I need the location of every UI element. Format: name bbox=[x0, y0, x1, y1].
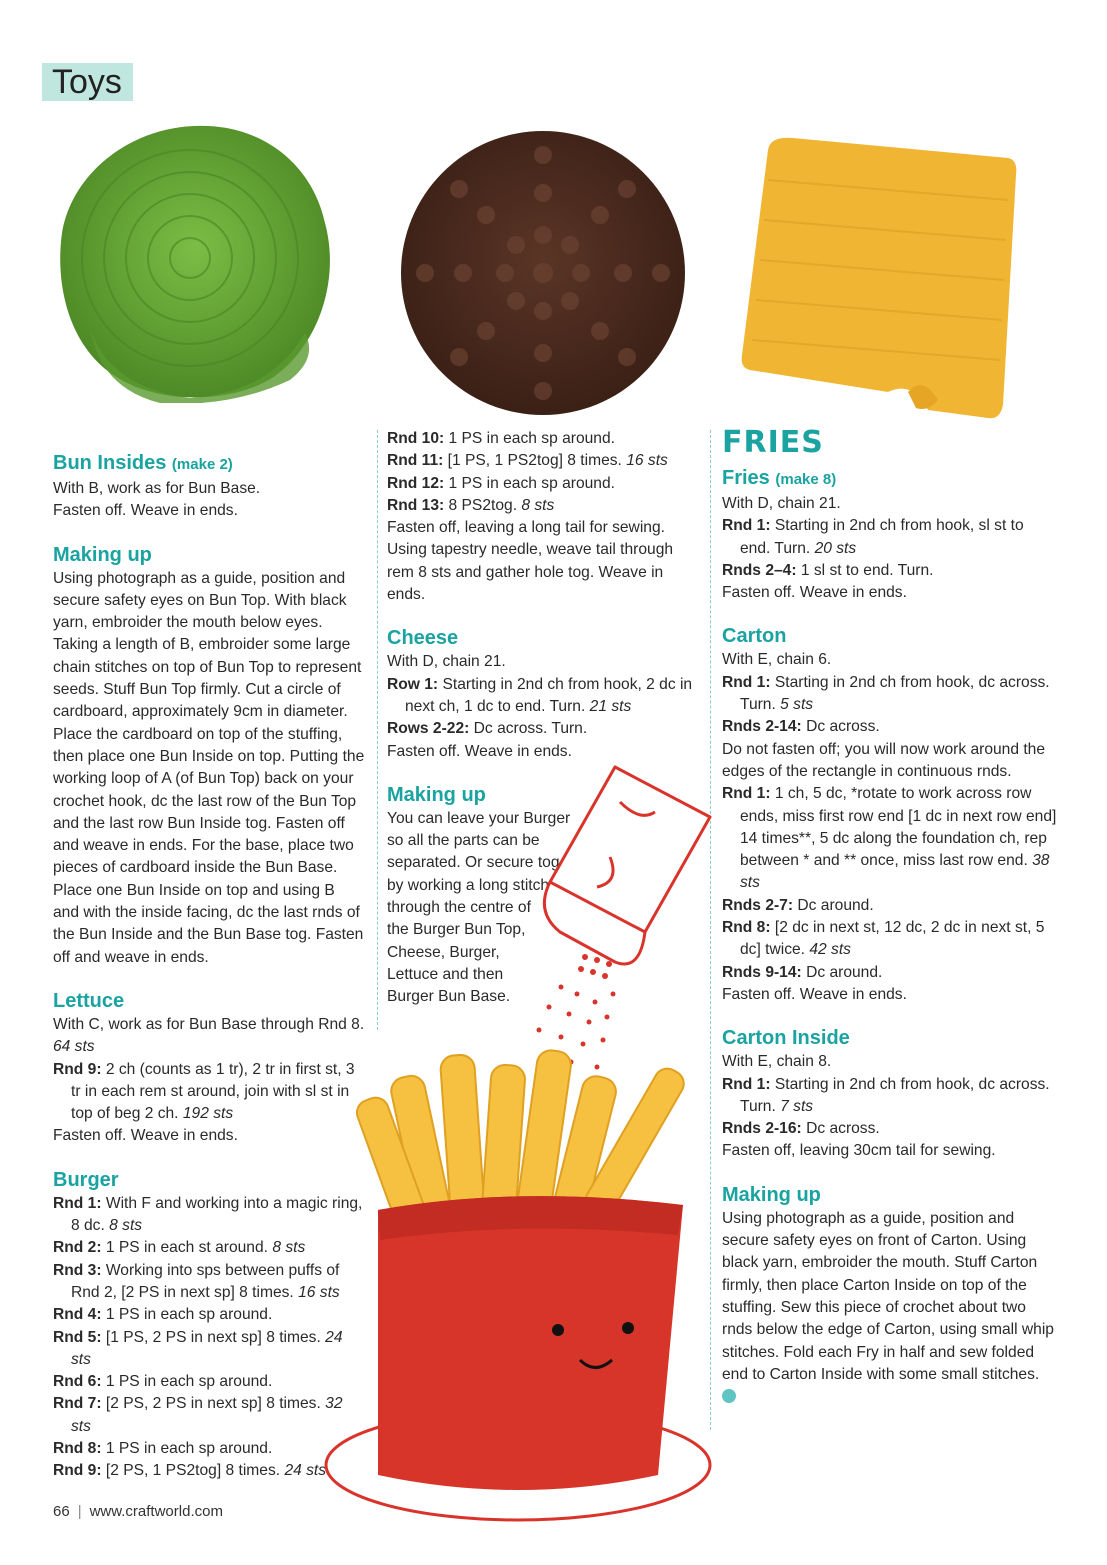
carton-inside-intro: With E, chain 8. bbox=[722, 1053, 832, 1071]
burger-rnd-11: Rnd 11: [1 PS, 1 PS2tog] 8 times. 16 sts bbox=[387, 452, 668, 470]
burger-patty-image bbox=[395, 125, 690, 420]
fries-main-heading: FRIES bbox=[722, 425, 824, 460]
yarn-ball-icon bbox=[722, 1389, 736, 1403]
fries-intro: With D, chain 21. bbox=[722, 495, 841, 512]
burger-rnd-13: Rnd 13: 8 PS2tog. 8 sts bbox=[387, 496, 555, 514]
fries-end: Fasten off. Weave in ends. bbox=[722, 584, 907, 602]
column-3 bbox=[722, 426, 1057, 1408]
page-footer: 66 | www.craftworld.com bbox=[53, 1503, 223, 1520]
making-up-2-line-9: Burger Bun Base. bbox=[387, 988, 511, 1006]
making-up-heading-3: Making up bbox=[722, 1183, 821, 1206]
making-up-2-line-4: by working a long stitch bbox=[387, 876, 550, 894]
cheese-image bbox=[738, 130, 1028, 425]
making-up-2-line-7: Cheese, Burger, bbox=[387, 943, 500, 961]
carton-mid: Do not fasten off; you will now work around the edges of the rectangle in continuous rnds. bbox=[722, 740, 1046, 780]
burger-rnd-5: Rnd 5: [1 PS, 2 PS in next sp] 8 times. 24 sts bbox=[53, 1328, 343, 1368]
column-divider-1 bbox=[377, 430, 378, 1030]
burger-rnd-4: Rnd 4: 1 PS in each sp around. bbox=[53, 1306, 273, 1324]
cheese-intro: With D, chain 21. bbox=[387, 653, 506, 671]
burger-rnd-9: Rnd 9: [2 PS, 1 PS2tog] 8 times. 24 sts bbox=[53, 1462, 327, 1480]
carton-rnds-2-14: Rnds 2-14: Dc across. bbox=[722, 718, 880, 736]
burger-rnd-3: Rnd 3: Working into sps between puffs of Rnd 2, [2 PS in next sp] 8 times. 16 sts bbox=[53, 1261, 340, 1301]
cheese-heading: Cheese bbox=[387, 627, 459, 650]
making-up-heading-2: Making up bbox=[387, 783, 486, 806]
cheese-rows-2-22: Rows 2-22: Dc across. Turn. bbox=[387, 720, 588, 738]
burger-rnd-12: Rnd 12: 1 PS in each sp around. bbox=[387, 474, 615, 492]
cheese-end: Fasten off. Weave in ends. bbox=[387, 742, 572, 760]
page-number: 66 bbox=[53, 1503, 70, 1520]
burger-heading: Burger bbox=[53, 1168, 119, 1191]
making-up-text-1: Using photograph as a guide, position and secure safety eyes on Bun Top. With black yarn, embroider the mouth below eyes. Taking a length of B, embroider some large chain stitches on top of Bun Top to represent seeds. Stuff Bun Top firmly. Cut a circle of cardboard, approximately 9cm in diameter. Place the cardboard on top of the stuffing, then place one Bun Inside on top. Putting the working loop of A (of Bun Top) back on your crochet hook, dc the last row of the Bun Top and the last row Bun Inside tog. Fasten off and weave in ends. For the base, place two pieces of cardboard inside the Bun Base. Place one Bun Inside on top and using B and with the inside facing, dc the last rnds of the Bun Inside and the Bun Base tog. Fasten off and weave in ends. bbox=[53, 569, 365, 966]
fries-rnd-1: Rnd 1: Starting in 2nd ch from hook, sl st to end. Turn. 20 sts bbox=[722, 517, 1024, 557]
making-up-2-line-1: You can leave your Burger bbox=[387, 809, 571, 827]
burger-rnd-2: Rnd 2: 1 PS in each st around. 8 sts bbox=[53, 1239, 306, 1257]
burger-rnd-1: Rnd 1: With F and working into a magic ring, 8 dc. 8 sts bbox=[53, 1194, 363, 1235]
fries-rnds-2-4: Rnds 2–4: 1 sl st to end. Turn. bbox=[722, 561, 934, 579]
carton-rnd-1a: Rnd 1: Starting in 2nd ch from hook, dc across. Turn. 5 sts bbox=[722, 673, 1050, 714]
burger-finish-text: Fasten off, leaving a long tail for sewing. Using tapestry needle, weave tail through rem 8 sts and gather hole tog. Weave in ends. bbox=[387, 519, 674, 604]
making-up-text-3: Using photograph as a guide, position and secure safety eyes on front of Carton. Using black yarn, embroider the mouth. Stuff Carton firmly, then place Carton Inside on top of the stuffing. Sew this piece of crochet about two rnds below the edge of Carton, using small whip stitches. Fold each Fry in half and sew folded end to Carton Inside with some small stitches. bbox=[722, 1208, 1057, 1409]
footer-url[interactable]: www.craftworld.com bbox=[89, 1503, 223, 1520]
carton-inside-rnd-1: Rnd 1: Starting in 2nd ch from hook, dc across. Turn. 7 sts bbox=[722, 1075, 1050, 1115]
lettuce-heading: Lettuce bbox=[53, 989, 125, 1012]
bun-insides-line-2: Fasten off. Weave in ends. bbox=[53, 502, 238, 520]
carton-inside-heading: Carton Inside bbox=[722, 1027, 850, 1050]
lettuce-end: Fasten off. Weave in ends. bbox=[53, 1127, 238, 1145]
making-up-heading-1: Making up bbox=[53, 543, 152, 566]
making-up-2-line-2: so all the parts can be bbox=[387, 832, 540, 850]
burger-rnd-6: Rnd 6: 1 PS in each sp around. bbox=[53, 1373, 273, 1391]
cheese-row-1: Row 1: Starting in 2nd ch from hook, 2 dc in next ch, 1 dc to end. Turn. 21 sts bbox=[387, 675, 693, 715]
carton-end: Fasten off. Weave in ends. bbox=[722, 985, 907, 1003]
making-up-2-line-6: the Burger Bun Top, bbox=[387, 921, 526, 939]
making-up-2-line-3: separated. Or secure tog bbox=[387, 854, 560, 872]
lettuce-rnd9: Rnd 9: 2 ch (counts as 1 tr), 2 tr in first st, 3 tr in each rem st around, join with sl st in top of beg 2 ch. 192 sts bbox=[53, 1060, 355, 1123]
burger-rnd-7: Rnd 7: [2 PS, 2 PS in next sp] 8 times. 32 sts bbox=[53, 1395, 343, 1435]
section-tag: Toys bbox=[42, 63, 133, 101]
making-up-2-line-8: Lettuce and then bbox=[387, 965, 504, 983]
fries-heading: Fries (make 8) bbox=[722, 467, 837, 489]
carton-inside-end: Fasten off, leaving 30cm tail for sewing. bbox=[722, 1142, 996, 1160]
carton-heading: Carton bbox=[722, 625, 787, 648]
carton-intro: With E, chain 6. bbox=[722, 651, 832, 669]
burger-rnd-8: Rnd 8: 1 PS in each sp around. bbox=[53, 1439, 273, 1457]
carton-rnds-9-14: Rnds 9-14: Dc around. bbox=[722, 963, 883, 981]
carton-rnd-1b: Rnd 1: 1 ch, 5 dc, *rotate to work across row ends, miss first row end [1 dc in next row end] 14 times**, 5 dc along the foundation ch, rep between * and ** once, miss last row end. 38 sts bbox=[722, 785, 1057, 892]
carton-rnds-2-7: Rnds 2-7: Dc around. bbox=[722, 896, 874, 914]
bun-insides-heading: Bun Insides (make 2) bbox=[53, 452, 233, 474]
making-up-2-line-5: through the centre of bbox=[387, 899, 531, 917]
burger-rnd-10: Rnd 10: 1 PS in each sp around. bbox=[387, 430, 615, 447]
carton-inside-rnds-2-16: Rnds 2-16: Dc across. bbox=[722, 1120, 880, 1138]
salt-shaker-illustration bbox=[525, 762, 725, 1072]
carton-rnd-8: Rnd 8: [2 dc in next st, 12 dc, 2 dc in next st, 5 dc] twice. 42 sts bbox=[722, 919, 1045, 959]
bun-insides-line-1: With B, work as for Bun Base. bbox=[53, 480, 261, 497]
lettuce-intro: With C, work as for Bun Base through Rnd 8. 64 sts bbox=[53, 1015, 365, 1056]
fries-carton-image bbox=[318, 1035, 718, 1535]
lettuce-image bbox=[50, 118, 340, 403]
